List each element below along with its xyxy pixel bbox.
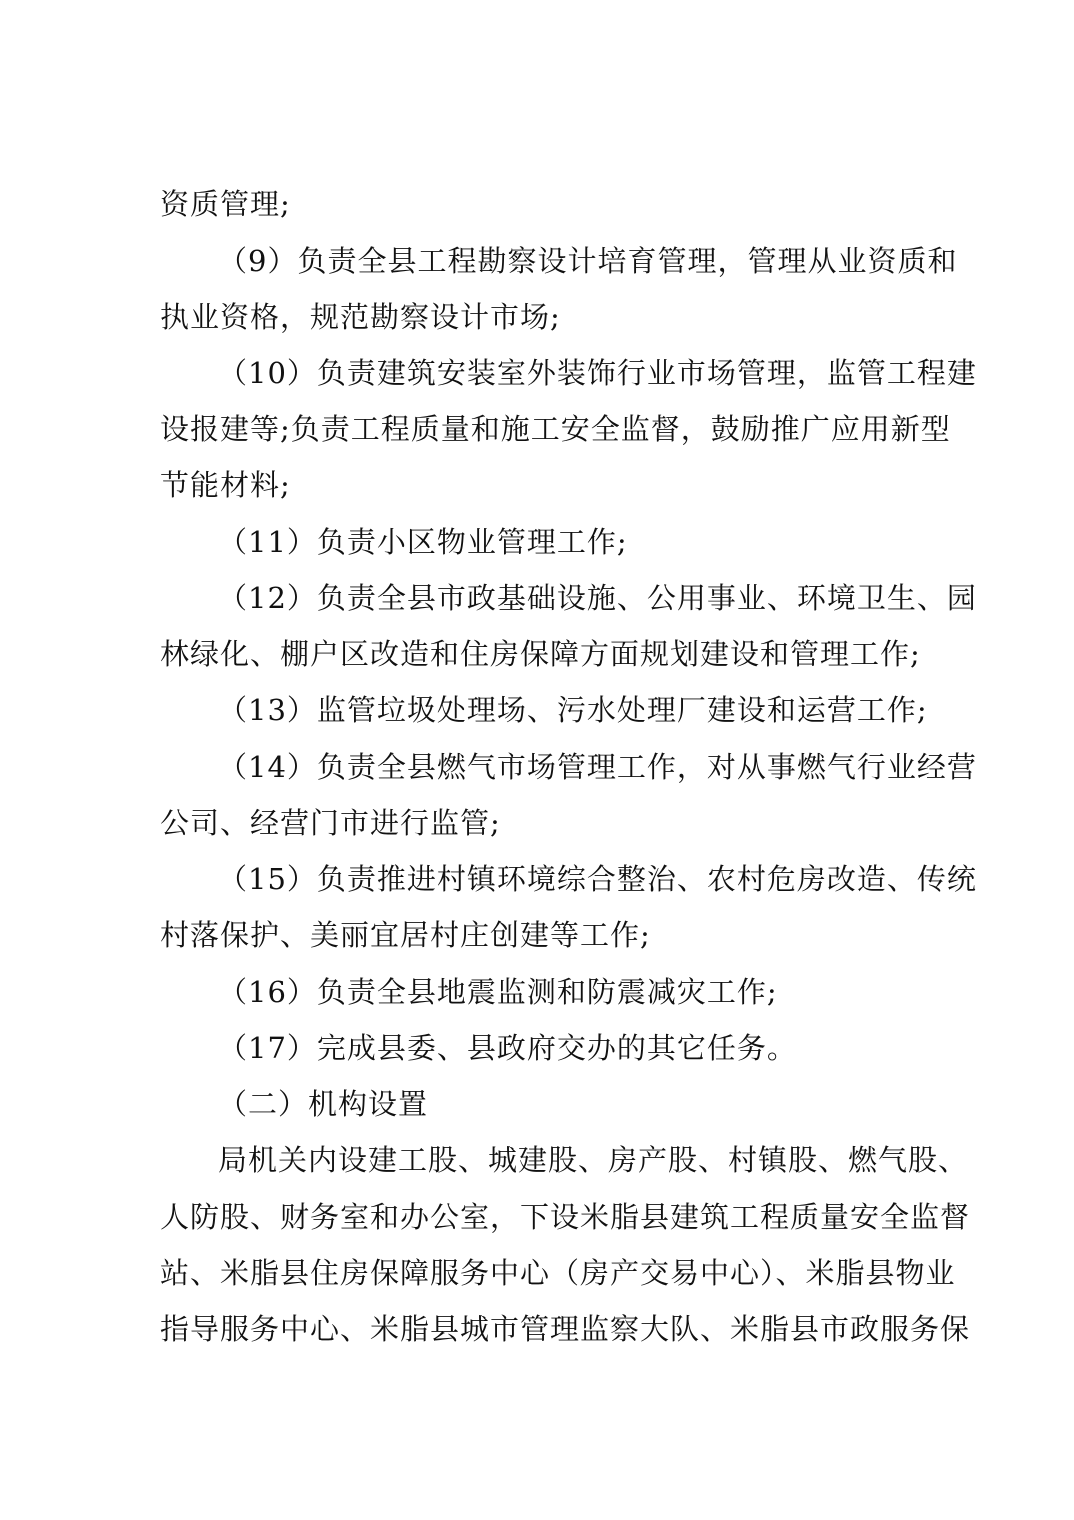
text-line: （16）负责全县地震监测和防震减灾工作;: [218, 975, 778, 1009]
text-line: 公司、经营门市进行监管;: [160, 806, 501, 840]
text-line: （12）负责全县市政基础设施、公用事业、环境卫生、园: [218, 581, 977, 615]
text-line: （13）监管垃圾处理场、污水处理厂建设和运营工作;: [218, 693, 928, 727]
text-line: 设报建等;负责工程质量和施工安全监督，鼓励推广应用新型: [160, 412, 951, 446]
text-line: （10）负责建筑安装室外装饰行业市场管理，监管工程建: [218, 356, 977, 390]
text-line: 站、米脂县住房保障服务中心（房产交易中心）、米脂县物业: [160, 1256, 956, 1290]
text-line: 局机关内设建工股、城建股、房产股、村镇股、燃气股、: [218, 1143, 969, 1177]
text-line: （15）负责推进村镇环境综合整治、农村危房改造、传统: [218, 862, 977, 896]
text-line: 村落保护、美丽宜居村庄创建等工作;: [160, 918, 651, 952]
text-line: 林绿化、棚户区改造和住房保障方面规划建设和管理工作;: [160, 637, 921, 671]
text-line: 指导服务中心、米脂县城市管理监察大队、米脂县市政服务保: [160, 1312, 971, 1346]
text-line: （9）负责全县工程勘察设计培育管理，管理从业资质和: [218, 244, 958, 278]
text-line: 执业资格，规范勘察设计市场;: [160, 300, 561, 334]
section-heading: （二）机构设置: [218, 1087, 429, 1121]
text-line: 人防股、财务室和办公室，下设米脂县建筑工程质量安全监督: [160, 1200, 971, 1234]
text-line: 资质管理;: [160, 187, 291, 221]
text-line: 节能材料;: [160, 468, 291, 502]
text-line: （14）负责全县燃气市场管理工作，对从事燃气行业经营: [218, 750, 977, 784]
text-line: （17）完成县委、县政府交办的其它任务。: [218, 1031, 797, 1065]
text-line: （11）负责小区物业管理工作;: [218, 525, 628, 559]
